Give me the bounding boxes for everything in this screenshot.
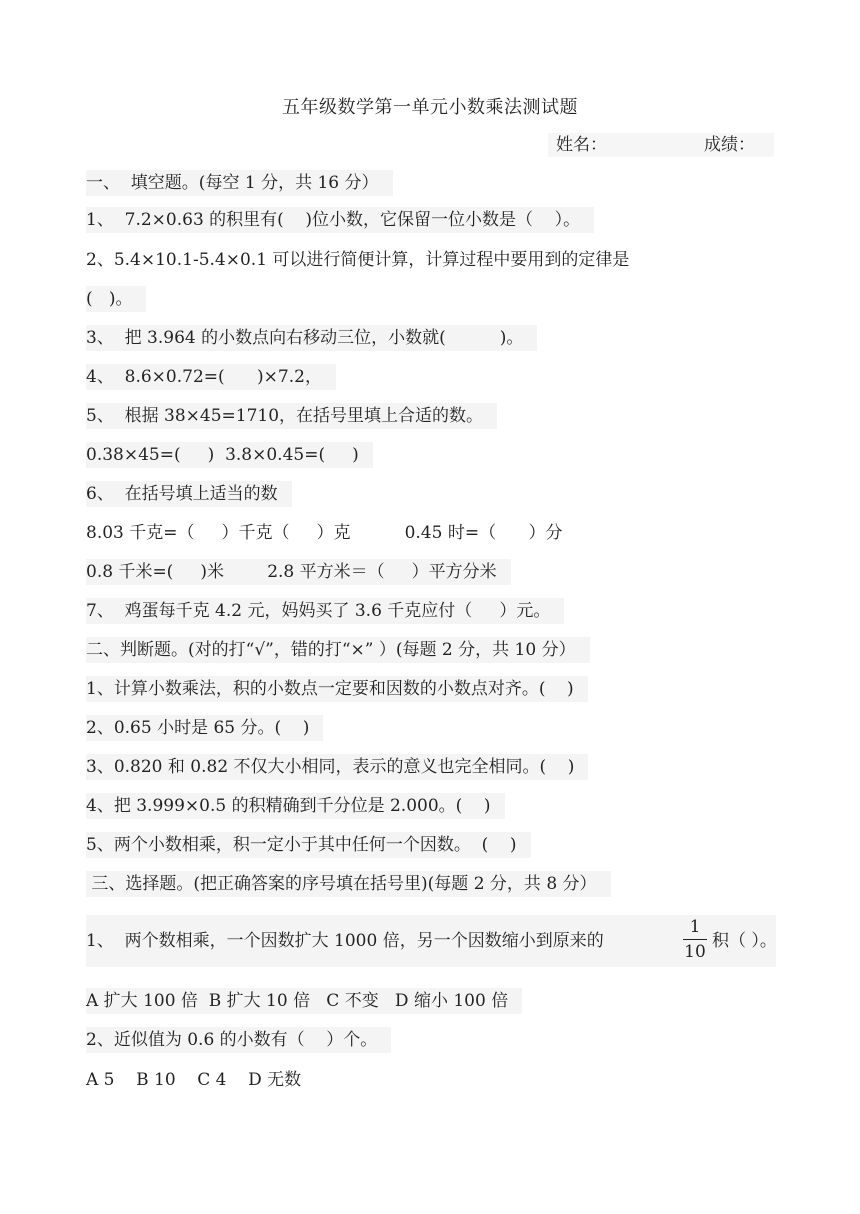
score-label: 成绩： (704, 135, 755, 155)
question-2-3: 3、0.820 和 0.82 不仅大小相同，表示的意义也完全相同。( ) (86, 754, 588, 780)
question-1-6: 6、 在括号填上适当的数 (86, 481, 292, 507)
question-3-1 (86, 915, 776, 967)
fraction-bar (683, 939, 707, 940)
section-1-heading: 一、 填空题。(每空 1 分，共 16 分） (86, 170, 393, 196)
question-2-1: 1、计算小数乘法，积的小数点一定要和因数的小数点对齐。( ) (86, 676, 588, 702)
question-1-5-items: 0.38×45=( ) 3.8×0.45=( ) (86, 442, 373, 468)
section-2-heading: 二、判断题。(对的打“√”，错的打“×” ）(每题 2 分，共 10 分） (86, 637, 590, 663)
name-score-row (548, 133, 774, 157)
question-1-2-cont: ( )。 (86, 286, 146, 312)
name-label: 姓名： (556, 135, 607, 155)
question-3-1-options: A 扩大 100 倍 B 扩大 10 倍 C 不变 D 缩小 100 倍 (86, 988, 522, 1014)
section-3-heading: 三、选择题。(把正确答案的序号填在括号里)(每题 2 分，共 8 分） (86, 871, 611, 897)
question-3-1-text: 1、 两个数相乘，一个因数扩大 1000 倍，另一个因数缩小到原来的 (86, 931, 604, 951)
question-2-4: 4、把 3.999×0.5 的积精确到千分位是 2.000。( ) (86, 793, 505, 819)
fraction-denominator: 10 (684, 942, 706, 962)
fraction-numerator: 1 (689, 917, 701, 937)
question-2-5: 5、两个小数相乘，积一定小于其中任何一个因数。 ( ) (86, 832, 531, 858)
question-3-1-suffix: 积（ ）。 (712, 931, 777, 951)
question-1-6-row-2: 0.8 千米=( )米 2.8 平方米＝（ ）平方分米 (86, 559, 511, 585)
page-title: 五年级数学第一单元小数乘法测试题 (282, 97, 578, 118)
question-1-6-row-1: 8.03 千克=（ ）千克（ ）克 0.45 时=（ ）分 (86, 523, 563, 543)
question-1-2: 2、5.4×10.1-5.4×0.1 可以进行简便计算，计算过程中要用到的定律是 (86, 250, 630, 270)
question-3-2: 2、近似值为 0.6 的小数有（ ）个。 (86, 1027, 391, 1053)
question-2-2: 2、0.65 小时是 65 分。( ) (86, 715, 323, 741)
question-1-4: 4、 8.6×0.72=( )×7.2， (86, 364, 336, 390)
question-1-7: 7、 鸡蛋每千克 4.2 元，妈妈买了 3.6 千克应付（ ）元。 (86, 598, 564, 624)
question-1-5: 5、 根据 38×45=1710，在括号里填上合适的数。 (86, 403, 497, 429)
question-1-3: 3、 把 3.964 的小数点向右移动三位，小数就( )。 (86, 325, 537, 351)
question-1-1: 1、 7.2×0.63 的积里有( )位小数，它保留一位小数是（ ）。 (86, 207, 594, 233)
fraction-one-tenth (680, 917, 710, 962)
question-3-2-options: A 5 B 10 C 4 D 无数 (86, 1070, 302, 1090)
